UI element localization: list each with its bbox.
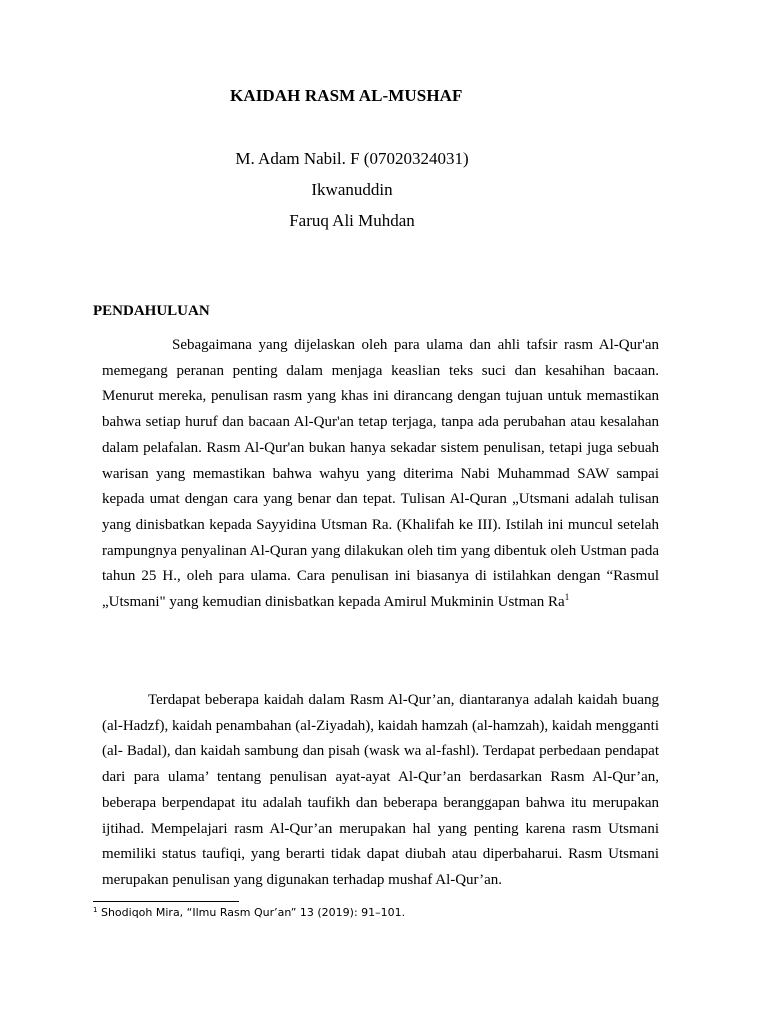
footnote-reference[interactable]: 1 [564, 592, 570, 603]
section-heading: PENDAHULUAN [93, 303, 210, 319]
author-name: M. Adam Nabil. F (07020324031) [235, 149, 469, 168]
paragraph-text: Sebagaimana yang dijelaskan oleh para ulama dan ahli tafsir rasm Al-Qur'an memegang peranan penting dalam menjaga keaslian teks suci dan kesahihan bacaan. Menurut mereka, penulisan rasm yang khas ini dirancang dengan tujuan untuk memastikan bahwa setiap huruf dan bacaan Al-Qur'an tetap terjaga, tanpa ada perubahan atau kesalahan dalam pelafalan. Rasm Al-Qur'an bukan hanya sekadar sistem penulisan, tetapi juga sebuah warisan yang memastikan bahwa wahyu yang diterima Nabi Muhammad SAW sampai kepada umat dengan cara yang benar dan tepat. Tulisan Al-Quran „Utsmani adalah tulisan yang dinisbatkan kepada Sayyidina Utsman Ra. (Khalifah ke III). Istilah ini muncul setelah rampungnya penyalinan Al-Quran yang dilakukan oleh tim yang dibentuk oleh Ustman pada tahun 25 H., oleh para ulama. Cara penulisan ini biasanya di istilahkan dengan “Rasmul „Utsmani" yang kemudian dinisbatkan kepada Amirul Mukminin Ustman Ra [102, 337, 659, 611]
body-paragraph: Terdapat beberapa kaidah dalam Rasm Al-Qur’an, diantaranya adalah kaidah buang (al-Hadzf), kaidah penambahan (al-Ziyadah), kaidah hamzah (al-hamzah), kaidah mengganti (al- Badal), dan kaidah sambung dan pisah (wask wa al-fashl). Terdapat perbedaan pendapat dari para ulama’ tentang penulisan ayat-ayat Al-Qur’an berdasarkan Rasm Al-Qur’an, beberapa berpendapat itu adalah taufikh dan beberapa beranggapan bahwa itu merupakan ijtihad. Mempelajari rasm Al-Qur’an merupakan hal yang penting karena rasm Utsmani memiliki status taufiqi, yang berarti tidak dapat diubah atau diperbaharui. Rasm Utsmani merupakan penulisan yang digunakan terhadap mushaf Al-Qur’an. [102, 692, 659, 888]
footnote [93, 905, 405, 920]
footnote-number: 1 [93, 906, 98, 914]
document-title: KAIDAH RASM AL-MUSHAF [230, 86, 463, 105]
footnote-separator [93, 901, 239, 902]
body-paragraph [102, 333, 659, 616]
author-name: Faruq Ali Muhdan [289, 211, 415, 230]
footnote-text: Shodiqoh Mira, “Ilmu Rasm Qur’an” 13 (2019): 91–101. [100, 906, 406, 919]
author-name: Ikwanuddin [311, 180, 393, 199]
